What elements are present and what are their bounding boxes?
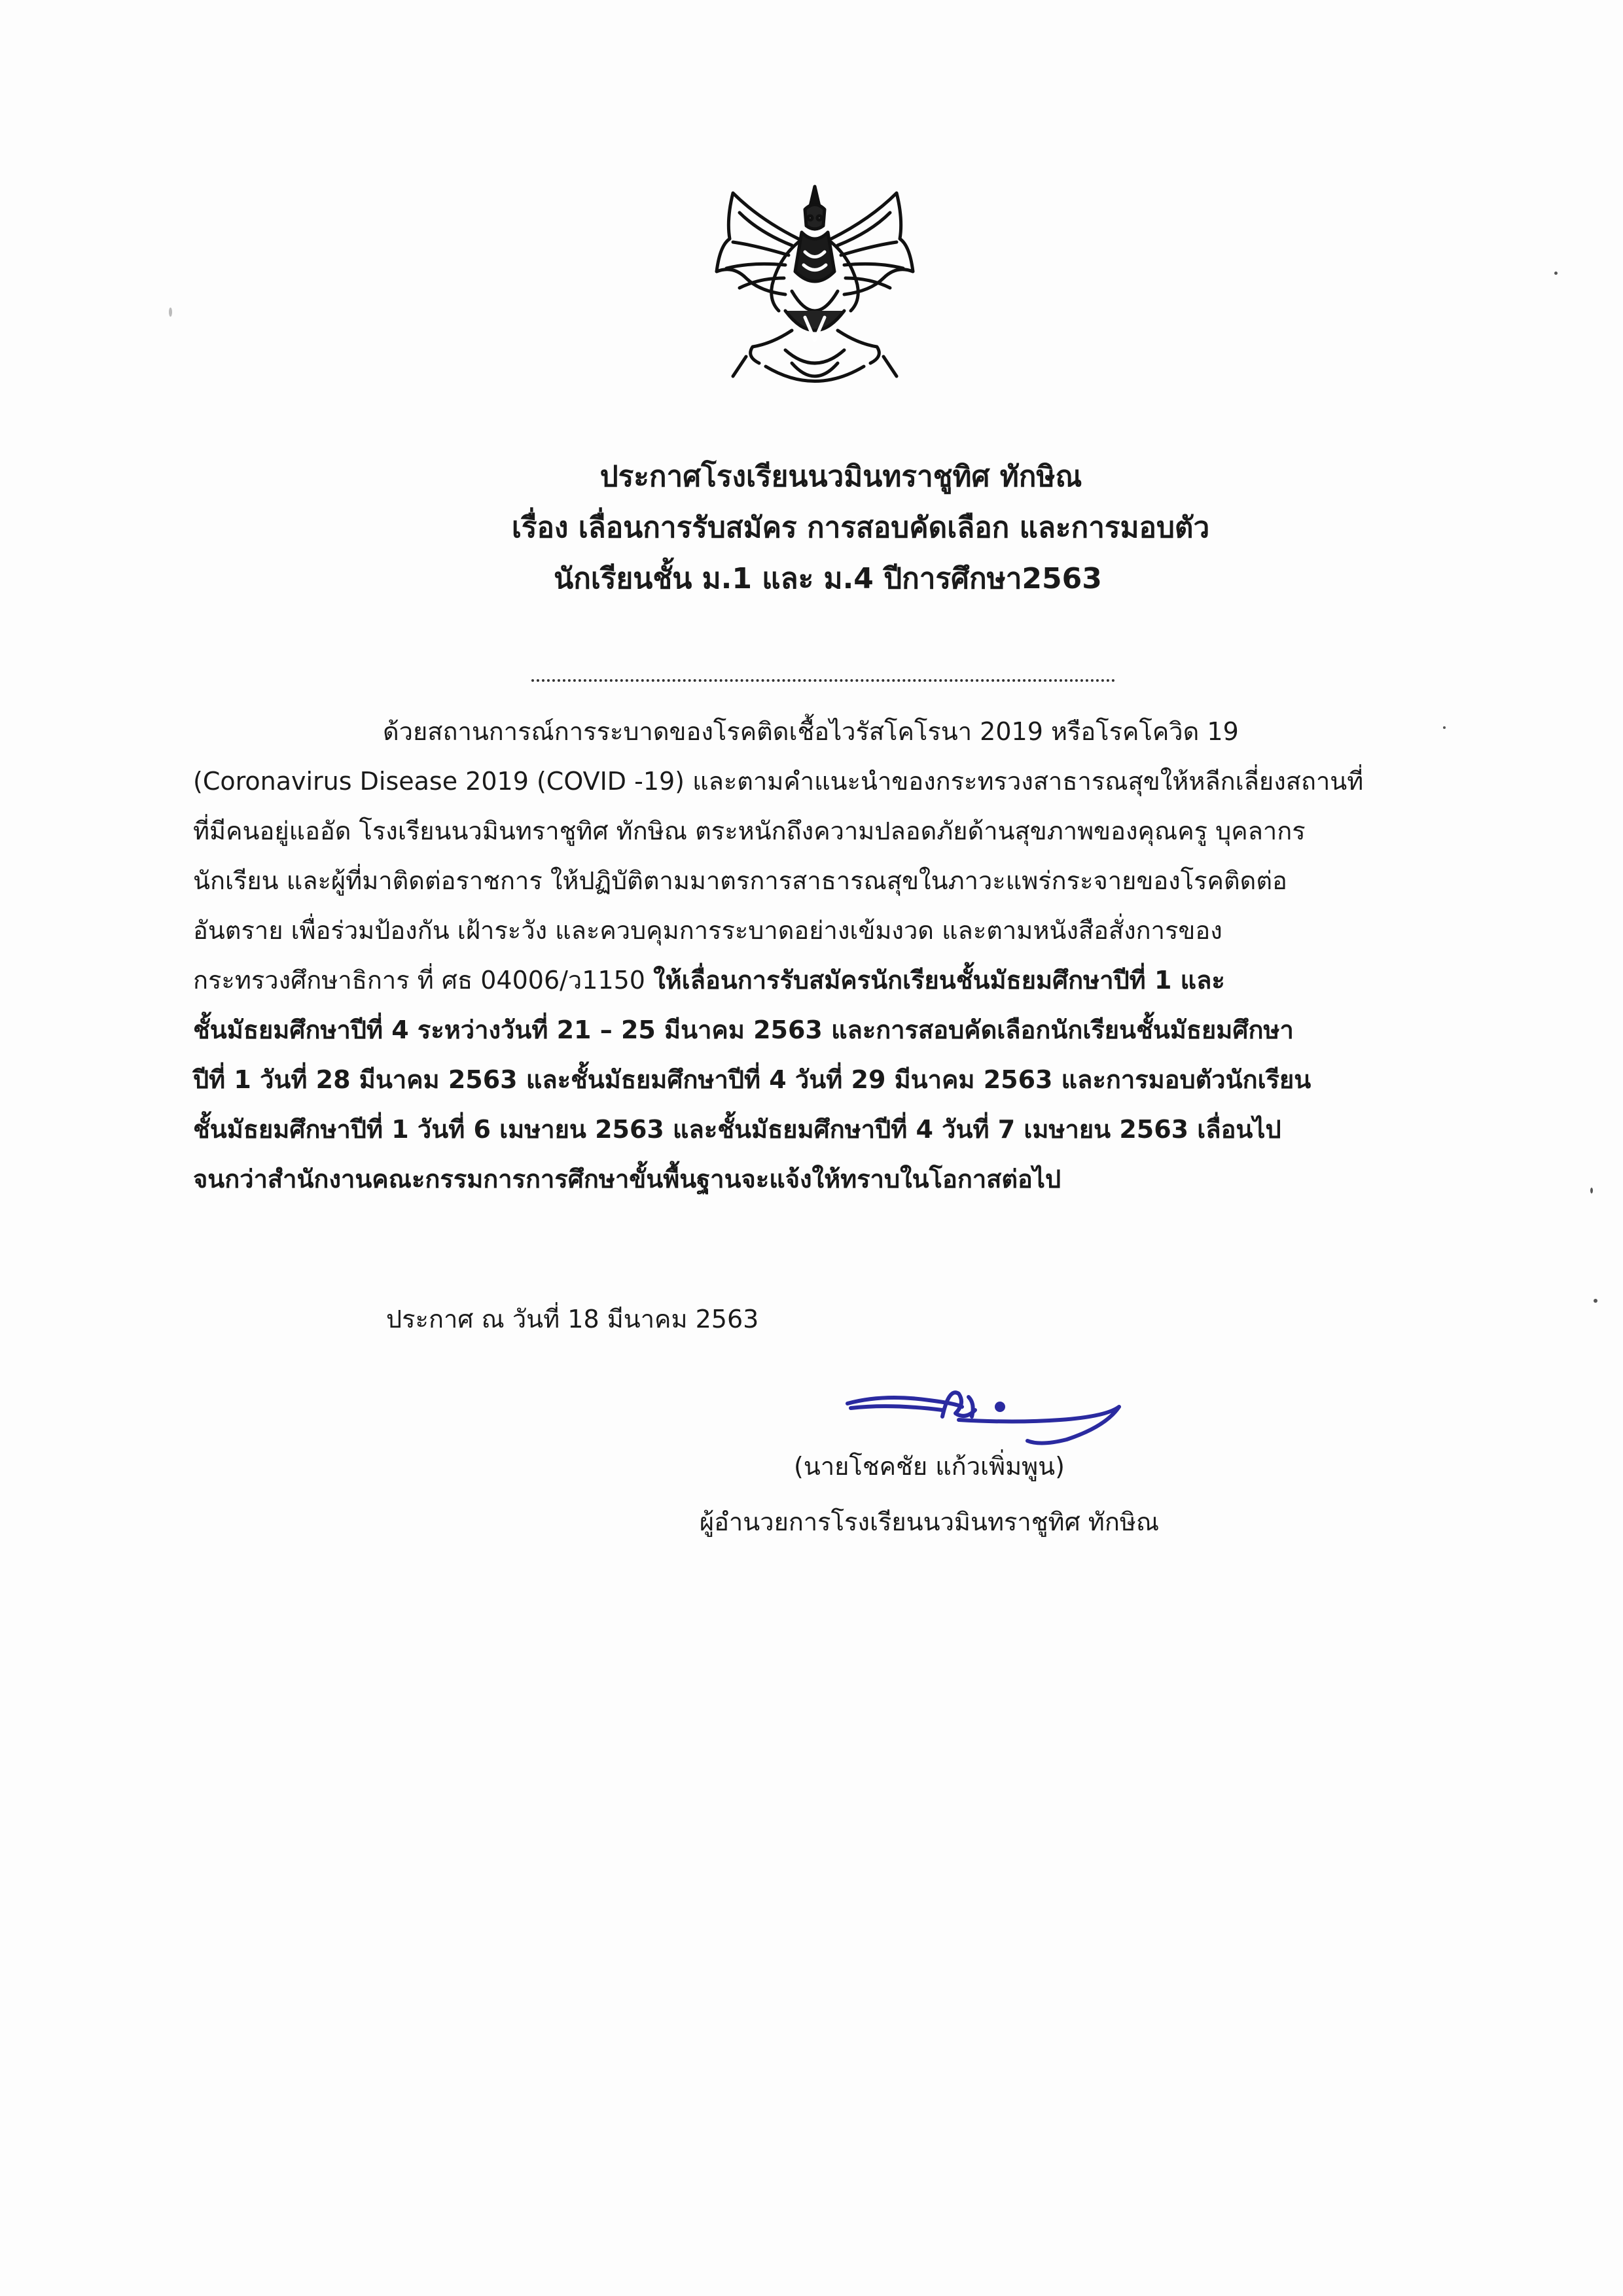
body-line: ชั้นมัธยมศึกษาปีที่ 1 วันที่ 6 เมษายน 2563 และชั้นมัธยมศึกษาปีที่ 4 วันที่ 7 เมษายน 2563 เลื่อนไป	[193, 1115, 1281, 1144]
document-header	[0, 451, 1623, 605]
garuda-emblem-icon	[707, 180, 923, 399]
body-line: ด้วยสถานการณ์การระบาดของโรคติดเชื้อไวรัสโคโรนา 2019 หรือโรคโควิด 19	[383, 717, 1239, 746]
body-line: จนกว่าสำนักงานคณะกรรมการการศึกษาขั้นพื้นฐานจะแจ้งให้ทราบในโอกาสต่อไป	[193, 1165, 1061, 1193]
dotted-divider	[531, 679, 1115, 682]
scan-speck	[1443, 726, 1446, 729]
body-line-regular-part: กระทรวงศึกษาธิการ ที่ ศธ 04006/ว1150	[193, 966, 654, 995]
signer-name: (นายโชคชัย แก้วเพิ่มพูน)	[794, 1452, 1065, 1481]
body-line	[193, 955, 1430, 1005]
scan-speck	[1554, 272, 1558, 275]
document-title: ประกาศโรงเรียนนวมินทราชูทิศ ทักษิณ	[599, 460, 1082, 493]
scan-speck	[1590, 1188, 1593, 1193]
scan-speck	[169, 308, 172, 317]
document-body	[193, 707, 1430, 1204]
announcement-date: ประกาศ ณ วันที่ 18 มีนาคม 2563	[386, 1305, 759, 1333]
body-line: อันตราย เพื่อร่วมป้องกัน เฝ้าระวัง และควบคุมการระบาดอย่างเข้มงวด และตามหนังสือสั่งการของ	[193, 916, 1222, 945]
handwritten-signature-icon	[844, 1368, 1132, 1453]
document-subject-line-2: นักเรียนชั้น ม.1 และ ม.4 ปีการศึกษา2563	[554, 562, 1102, 595]
scan-speck	[1594, 1299, 1597, 1303]
body-line: นักเรียน และผู้ที่มาติดต่อราชการ ให้ปฏิบัติตามมาตรการสาธารณสุขในภาวะแพร่กระจายของโรคติดต่อ	[193, 866, 1287, 895]
signer-position: ผู้อำนวยการโรงเรียนนวมินทราชูทิศ ทักษิณ	[699, 1508, 1160, 1536]
document-subject: เรื่อง เลื่อนการรับสมัคร การสอบคัดเลือก และการมอบตัว	[511, 511, 1210, 544]
body-line-bold-part: ให้เลื่อนการรับสมัครนักเรียนชั้นมัธยมศึกษาปีที่ 1 และ	[653, 966, 1225, 995]
body-line: ชั้นมัธยมศึกษาปีที่ 4 ระหว่างวันที่ 21 – 25 มีนาคม 2563 และการสอบคัดเลือกนักเรียนชั้นมัธยมศึกษา	[193, 1016, 1294, 1044]
body-line: ที่มีคนอยู่แออัด โรงเรียนนวมินทราชูทิศ ทักษิณ ตระหนักถึงความปลอดภัยด้านสุขภาพของคุณครู บุคลากร	[193, 817, 1306, 845]
body-line: ปีที่ 1 วันที่ 28 มีนาคม 2563 และชั้นมัธยมศึกษาปีที่ 4 วันที่ 29 มีนาคม 2563 และการมอบตัวนักเรียน	[193, 1065, 1311, 1094]
body-line: (Coronavirus Disease 2019 (COVID -19) และตามคำแนะนำของกระทรวงสาธารณสุขให้หลีกเลี่ยงสถานที่	[193, 767, 1364, 796]
